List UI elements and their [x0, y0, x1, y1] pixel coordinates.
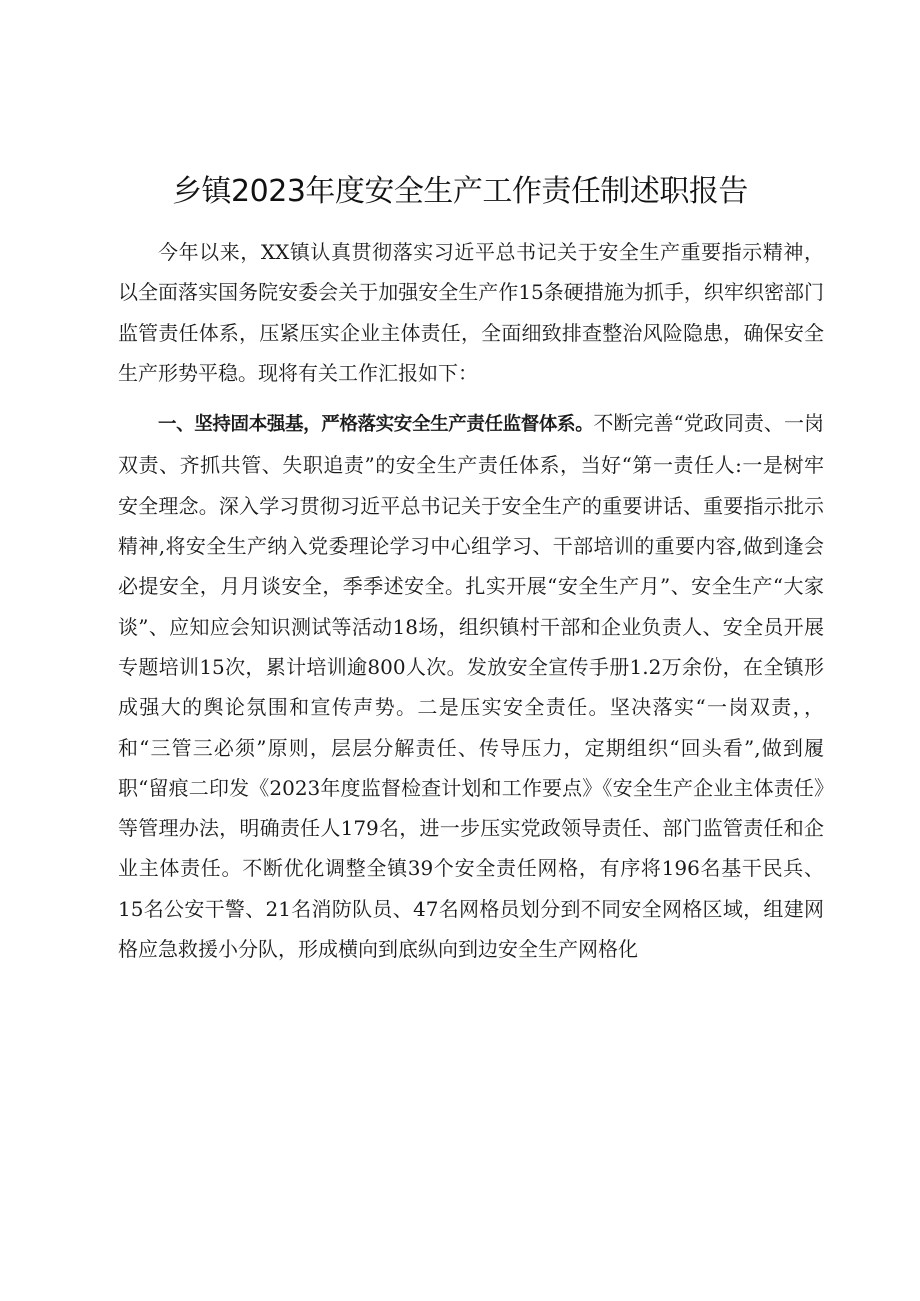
document-title: 乡镇2023年度安全生产工作责任制述职报告 [172, 174, 748, 209]
section-1-heading: 一、坚持固本强基，严格落实安全生产责任监督体系。 [158, 414, 594, 436]
intro-paragraph: 今年以来，XX镇认真贯彻落实习近平总书记关于安全生产重要指示精神，以全面落实国务院安委会关于加强安全生产作15条硬措施为抓手，织牢织密部门监管责任体系，压紧压实企业主体责任，全面细致排查整治风险隐患，确保安全生产形势平稳。现将有关工作汇报如下： [118, 240, 824, 385]
section-1-body: 不断完善“党政同责、一岗双责、齐抓共管、失职追责”的安全生产责任体系，当好“第一责任人:一是树牢安全理念。深入学习贯彻习近平总书记关于安全生产的重要讲话、重要指示批示精神,将安全生产纳入党委理论学习中心组学习、干部培训的重要内容,做到逢会必提安全，月月谈安全，季季述安全。扎实开展“安全生产月”、安全生产“大家谈”、应知应会知识测试等活动18场，组织镇村干部和企业负责人、安全员开展专题培训15次，累计培训逾800人次。发放安全宣传手册1.2万余份，在全镇形成强大的舆论氛围和宣传声势。二是压实安全责任。坚决落实“一岗双责，，和“三管三必须”原则，层层分解责任、传导压力，定期组织“回头看”,做到履职“留痕二印发《2023年度监督检查计划和工作要点》《安全生产企业主体责任》等管理办法，明确责任人179名，进一步压实党政领导责任、部门监管责任和企业主体责任。不断优化调整全镇39个安全责任网格，有序将196名基干民兵、15名公安干警、21名消防队员、47名网格员划分到不同安全网格区域，组建网格应急救援小分队，形成横向到底纵向到边安全生产网格化 [118, 411, 824, 962]
section-1-paragraph [118, 403, 824, 969]
document-body [118, 232, 824, 969]
